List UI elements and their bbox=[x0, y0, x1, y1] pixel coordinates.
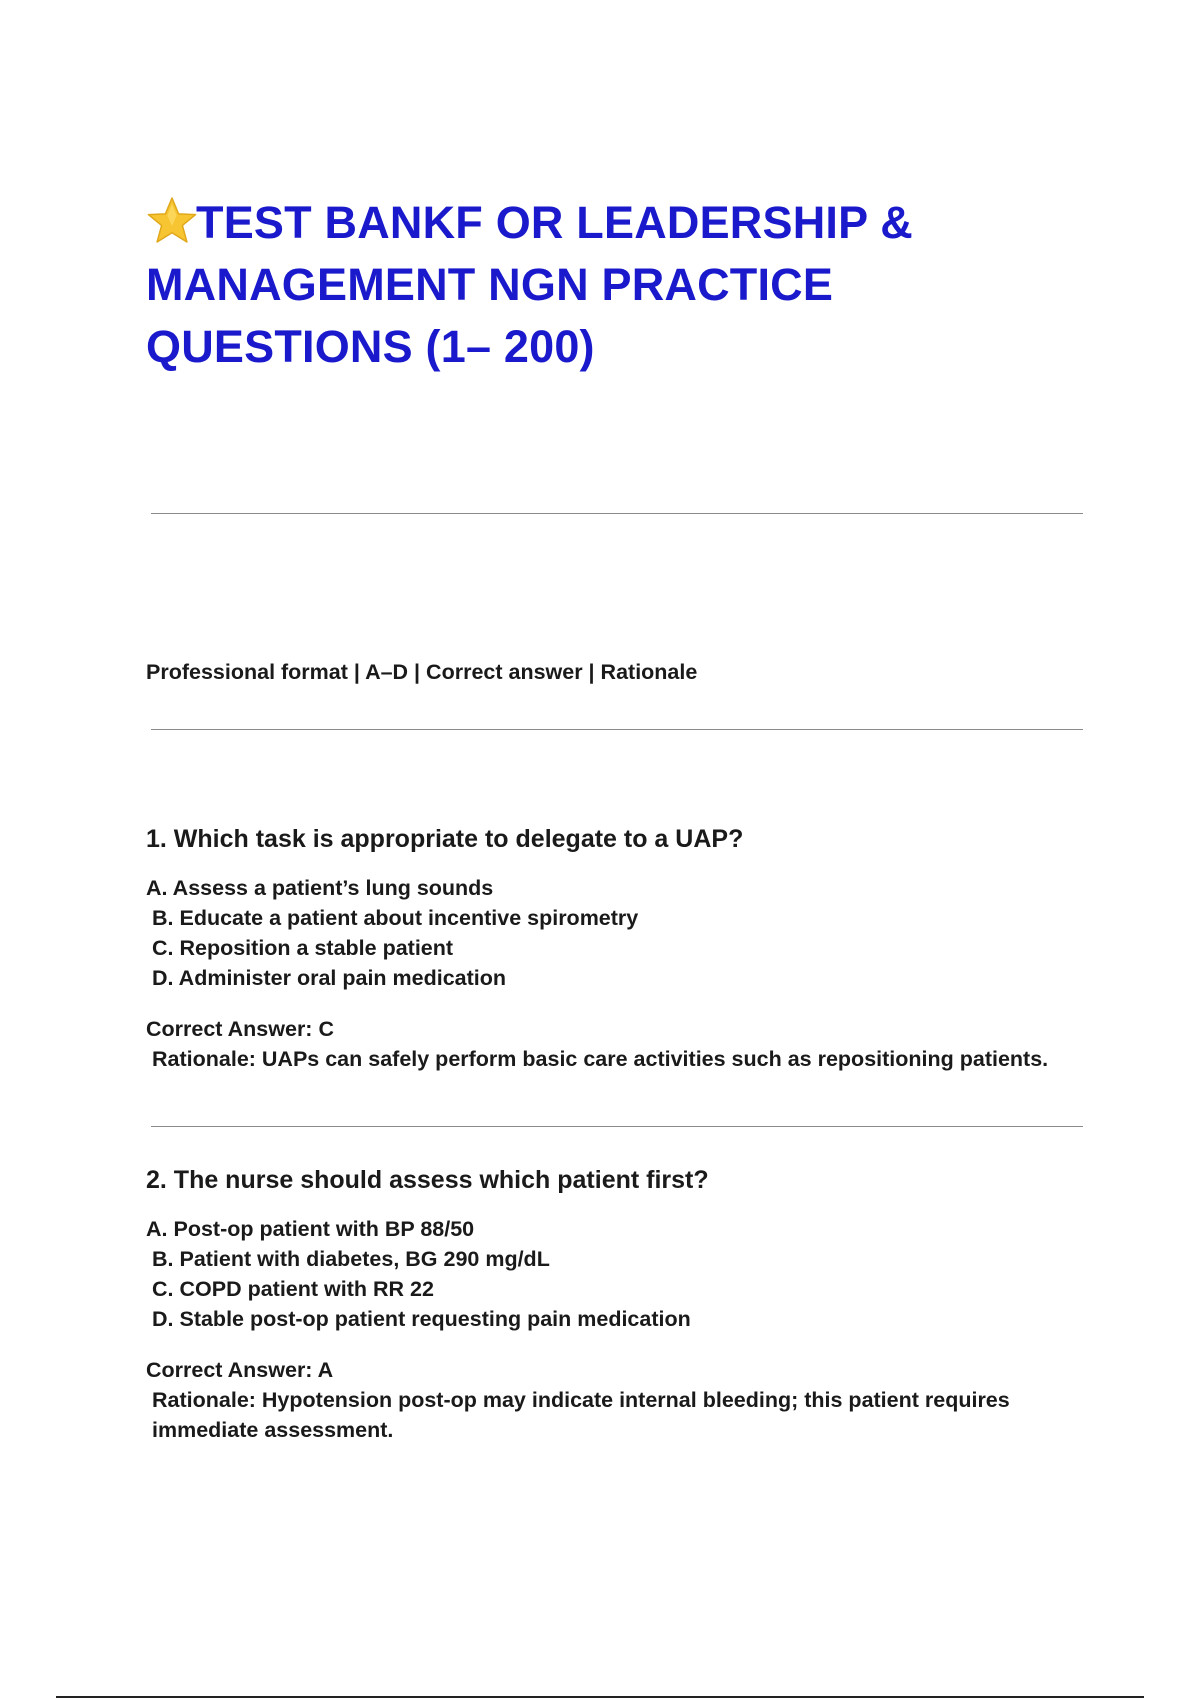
option-c: C. COPD patient with RR 22 bbox=[152, 1277, 434, 1301]
question-2 bbox=[146, 1163, 1086, 1445]
answer-block bbox=[146, 1014, 1086, 1074]
question-title: 2. The nurse should assess which patient first? bbox=[146, 1166, 709, 1194]
option-b: B. Educate a patient about incentive spirometry bbox=[152, 906, 639, 930]
option-a: A. Assess a patient’s lung sounds bbox=[146, 876, 494, 900]
divider bbox=[151, 513, 1083, 514]
divider bbox=[151, 729, 1083, 730]
option-list bbox=[146, 1214, 1086, 1334]
document-title-text: TEST BANKF OR LEADERSHIP & MANAGEMENT NGN PRACTICE QUESTIONS (1– 200) bbox=[146, 197, 913, 372]
option-c: C. Reposition a stable patient bbox=[152, 936, 454, 960]
question-1 bbox=[146, 822, 1086, 1074]
format-subtitle: Professional format | A–D | Correct answer | Rationale bbox=[146, 660, 698, 684]
rationale: Rationale: UAPs can safely perform basic care activities such as repositioning patients. bbox=[152, 1047, 1049, 1071]
option-d: D. Administer oral pain medication bbox=[152, 966, 507, 990]
rationale: Rationale: Hypotension post-op may indicate internal bleeding; this patient requires immediate assessment. bbox=[152, 1388, 1010, 1442]
star-icon bbox=[146, 195, 198, 247]
document-title bbox=[146, 192, 1046, 378]
question-title: 1. Which task is appropriate to delegate to a UAP? bbox=[146, 825, 744, 853]
correct-answer: Correct Answer: A bbox=[146, 1358, 334, 1382]
correct-answer: Correct Answer: C bbox=[146, 1017, 334, 1041]
answer-block bbox=[146, 1355, 1076, 1445]
option-list bbox=[146, 873, 1086, 993]
option-a: A. Post-op patient with BP 88/50 bbox=[146, 1217, 475, 1241]
option-b: B. Patient with diabetes, BG 290 mg/dL bbox=[152, 1247, 550, 1271]
option-d: D. Stable post-op patient requesting pain medication bbox=[152, 1307, 691, 1331]
page-bottom-border bbox=[56, 1696, 1144, 1698]
divider bbox=[151, 1126, 1083, 1127]
